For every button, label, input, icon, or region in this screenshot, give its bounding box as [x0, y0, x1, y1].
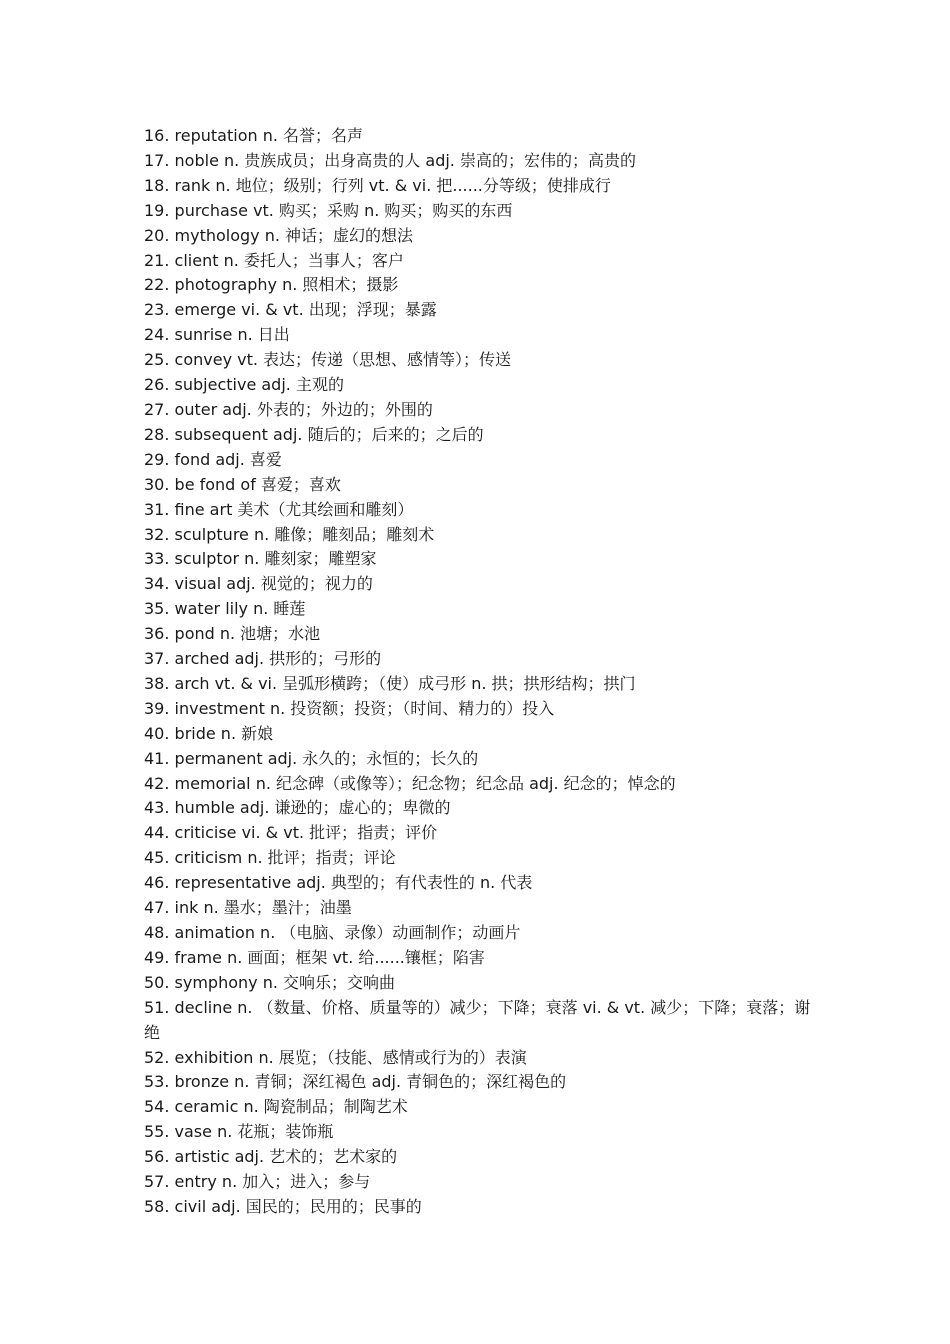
vocab-entry-55: 55. vase n. 花瓶；装饰瓶 [144, 1122, 334, 1142]
vocab-entry-31: 31. fine art 美术（尤其绘画和雕刻） [144, 499, 414, 519]
vocab-entry-58: 58. civil adj. 国民的；民用的；民事的 [144, 1196, 422, 1216]
vocab-entry-44: 44. criticise vi. & vt. 批评；指责；评价 [144, 823, 438, 843]
vocab-entry-38: 38. arch vt. & vi. 呈弧形横跨；（使）成弓形 n. 拱；拱形结构；拱门 [144, 673, 636, 693]
vocab-entry-19: 19. purchase vt. 购买；采购 n. 购买；购买的东西 [144, 200, 513, 220]
vocab-entry-26: 26. subjective adj. 主观的 [144, 375, 344, 395]
vocab-entry-46: 46. representative adj. 典型的；有代表性的 n. 代表 [144, 873, 533, 893]
vocab-entry-51: 51. decline n. （数量、价格、质量等的）减少；下降；衰落 vi. & vt. 减少；下降；衰落；谢绝 [144, 997, 811, 1042]
vocab-entry-32: 32. sculpture n. 雕像；雕刻品；雕刻术 [144, 524, 435, 544]
vocab-entry-47: 47. ink n. 墨水；墨汁；油墨 [144, 898, 352, 918]
vocab-entry-23: 23. emerge vi. & vt. 出现；浮现；暴露 [144, 300, 437, 320]
vocab-entry-35: 35. water lily n. 睡莲 [144, 599, 306, 619]
vocab-entry-50: 50. symphony n. 交响乐；交响曲 [144, 972, 396, 992]
vocab-entry-36: 36. pond n. 池塘；水池 [144, 624, 321, 644]
vocab-entry-20: 20. mythology n. 神话；虚幻的想法 [144, 225, 414, 245]
vocab-entry-27: 27. outer adj. 外表的；外边的；外围的 [144, 399, 433, 419]
vocab-entry-57: 57. entry n. 加入；进入；参与 [144, 1172, 371, 1192]
vocab-entry-33: 33. sculptor n. 雕刻家；雕塑家 [144, 549, 377, 569]
vocab-entry-39: 39. investment n. 投资额；投资；（时间、精力的）投入 [144, 698, 555, 718]
vocab-entry-56: 56. artistic adj. 艺术的；艺术家的 [144, 1147, 398, 1167]
vocab-entry-40: 40. bride n. 新娘 [144, 723, 274, 743]
vocab-entry-54: 54. ceramic n. 陶瓷制品；制陶艺术 [144, 1097, 408, 1117]
vocab-entry-45: 45. criticism n. 批评；指责；评论 [144, 848, 396, 868]
vocab-entry-42: 42. memorial n. 纪念碑（或像等）；纪念物；纪念品 adj. 纪念的；悼念的 [144, 773, 676, 793]
vocab-entry-17: 17. noble n. 贵族成员；出身高贵的人 adj. 崇高的；宏伟的；高贵的 [144, 150, 636, 170]
vocab-entry-49: 49. frame n. 画面；框架 vt. 给......镶框；陷害 [144, 947, 485, 967]
vocab-entry-41: 41. permanent adj. 永久的；永恒的；长久的 [144, 748, 479, 768]
vocab-entry-21: 21. client n. 委托人；当事人；客户 [144, 250, 404, 270]
vocab-entry-30: 30. be fond of 喜爱；喜欢 [144, 474, 341, 494]
vocab-entry-24: 24. sunrise n. 日出 [144, 325, 290, 345]
vocab-entry-25: 25. convey vt. 表达；传递（思想、感情等）；传送 [144, 350, 512, 370]
vocab-entry-18: 18. rank n. 地位；级别；行列 vt. & vi. 把......分等级；使排成行 [144, 175, 611, 195]
vocab-entry-29: 29. fond adj. 喜爱 [144, 449, 282, 469]
vocab-entry-34: 34. visual adj. 视觉的；视力的 [144, 574, 373, 594]
vocab-entry-53: 53. bronze n. 青铜；深红褐色 adj. 青铜色的；深红褐色的 [144, 1072, 567, 1092]
vocab-entry-22: 22. photography n. 照相术；摄影 [144, 275, 399, 295]
vocab-entry-28: 28. subsequent adj. 随后的；后来的；之后的 [144, 424, 484, 444]
vocab-entry-16: 16. reputation n. 名誉；名声 [144, 126, 364, 145]
vocab-entry-52: 52. exhibition n. 展览；（技能、感情或行为的）表演 [144, 1047, 527, 1067]
vocab-entry-37: 37. arched adj. 拱形的；弓形的 [144, 649, 382, 669]
vocab-entry-43: 43. humble adj. 谦逊的；虚心的；卑微的 [144, 798, 451, 818]
vocabulary-list [144, 124, 814, 1220]
vocab-entry-48: 48. animation n. （电脑、录像）动画制作；动画片 [144, 923, 521, 942]
